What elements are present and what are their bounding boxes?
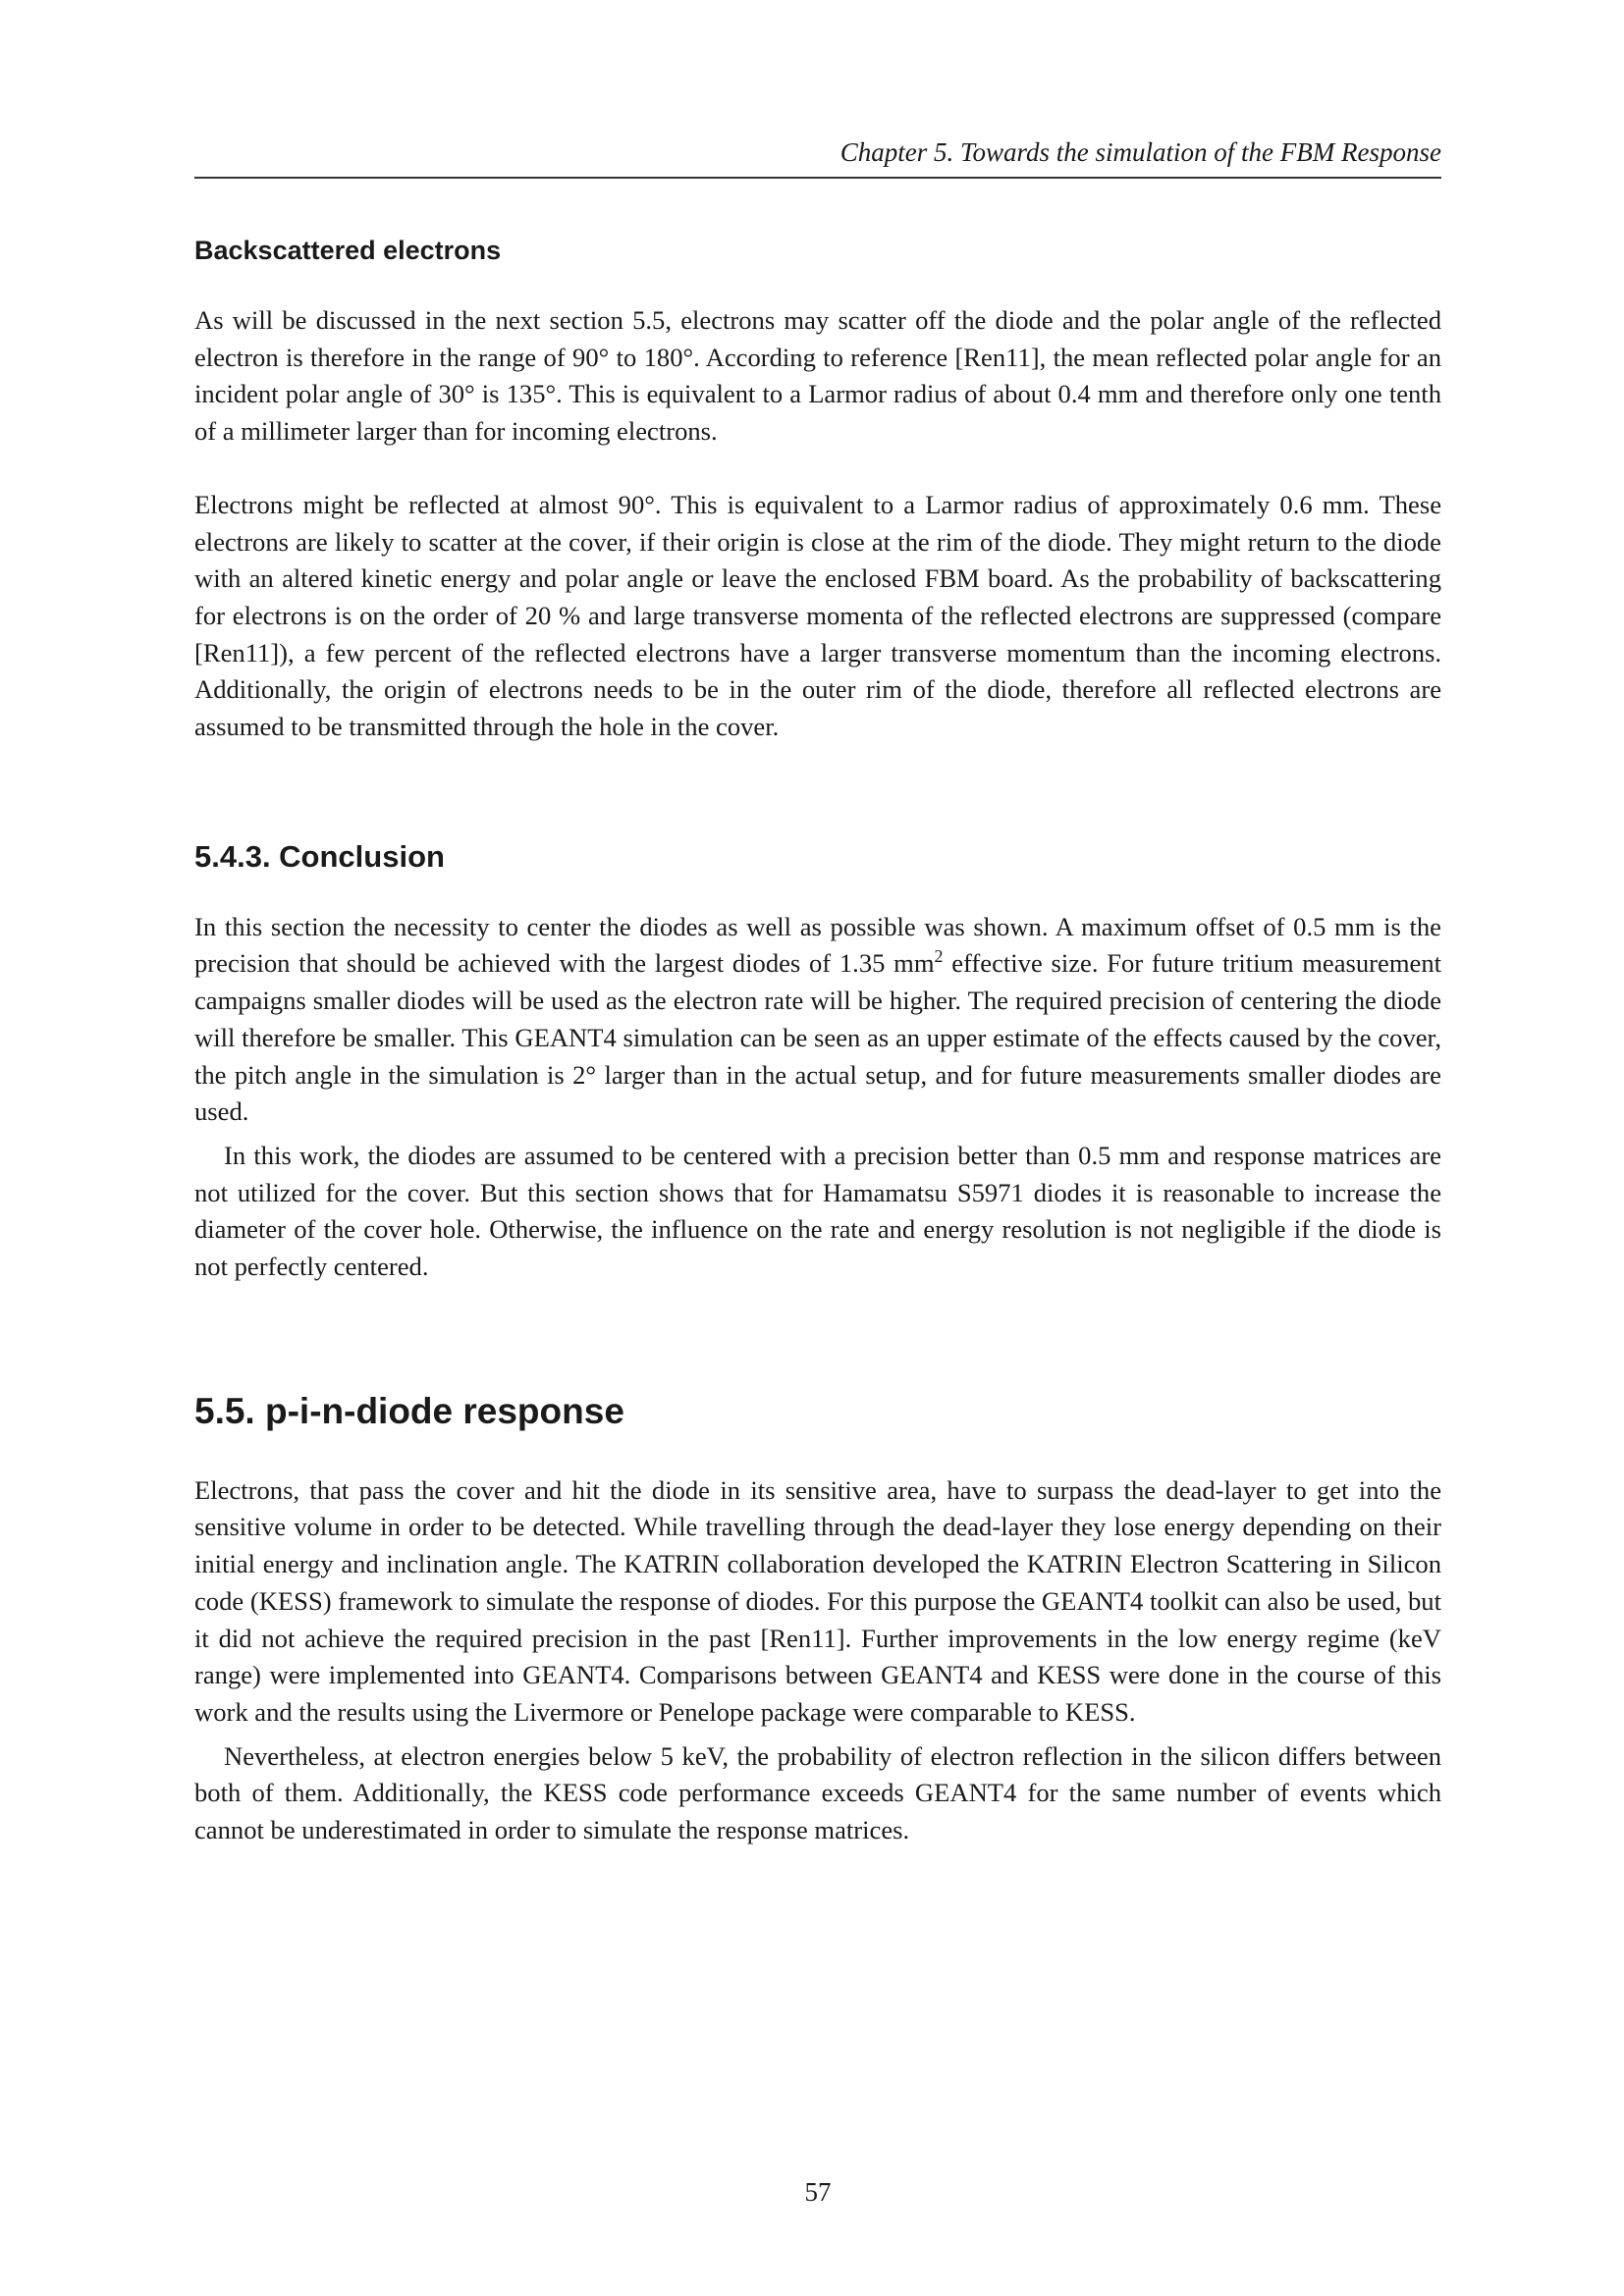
paragraph-backscattered-2: Electrons might be reflected at almost 90°. This is equivalent to a Larmor radius of approximately 0.6 mm. These electrons are likely to scatter at the cover, if their origin is close at the rim of the diode. They might return to the diode with an altered kinetic energy and polar angle or leave the enclosed FBM board. As the probability of backscattering for electrons is on the order of 20 % and large transverse momenta of the reflected electrons are suppressed (compare [Ren11]), a few percent of the reflected electrons have a larger transverse momentum than the incoming electrons. Additionally, the origin of electrons needs to be in the outer rim of the diode, therefore all reflected electrons are assumed to be transmitted through the hole in the cover. xyxy=(194,489,1441,742)
page-content xyxy=(194,234,1441,1849)
heading-conclusion: 5.4.3. Conclusion xyxy=(194,838,445,874)
paragraph-conclusion-1 xyxy=(194,909,1441,1131)
page-number: 57 xyxy=(804,2177,832,2207)
heading-pin-diode-response: 5.5. p-i-n-diode response xyxy=(194,1390,624,1431)
conclusion-1-text-b: effective size. For future tritium measurement campaigns smaller diodes will be used as the electron rate will be higher. The required precision of centering the diode will therefore be smaller. This GEANT4 simulation can be seen as an upper estimate of the effects caused by the cover, the pitch angle in the simulation is 2° larger than in the actual setup, and for future measurements smaller diodes are used. xyxy=(194,948,1441,1127)
paragraph-pin-diode-2: Nevertheless, at electron energies below 5 keV, the probability of electron reflection in the silicon differs between both of them. Additionally, the KESS code performance exceeds GEANT4 for the same number of events which cannot be underestimated in order to simulate the response matrices. xyxy=(194,1740,1441,1845)
document-page xyxy=(194,0,1441,2296)
superscript-two: 2 xyxy=(934,946,944,967)
running-header: Chapter 5. Towards the simulation of the FBM Response xyxy=(839,137,1441,167)
heading-backscattered-electrons: Backscattered electrons xyxy=(194,236,502,265)
conclusion-1-text-a: In this section the necessity to center the diodes as well as possible was shown. A maximum offset of 0.5 mm is the precision that should be achieved with the largest diodes of 1.35 mm xyxy=(194,911,1441,979)
paragraph-pin-diode-1: Electrons, that pass the cover and hit the diode in its sensitive area, have to surpass the dead-layer to get into the sensitive volume in order to be detected. While travelling through the dead-layer they lose energy depending on their initial energy and inclination angle. The KATRIN collaboration developed the KATRIN Electron Scattering in Silicon code (KESS) framework to simulate the response of diodes. For this purpose the GEANT4 toolkit can also be used, but it did not achieve the required precision in the past [Ren11]. Further improvements in the low energy regime (keV range) were implemented into GEANT4. Comparisons between GEANT4 and KESS were done in the course of this work and the results using the Livermore or Penelope package were comparable to KESS. xyxy=(194,1474,1441,1727)
paragraph-backscattered-1: As will be discussed in the next section 5.5, electrons may scatter off the diode and the polar angle of the reflected electron is therefore in the range of 90° to 180°. According to reference [Ren11], the mean reflected polar angle for an incident polar angle of 30° is 135°. This is equivalent to a Larmor radius of about 0.4 mm and therefore only one tenth of a millimeter larger than for incoming electrons. xyxy=(194,305,1441,447)
paragraph-conclusion-2: In this work, the diodes are assumed to be centered with a precision better than 0.5 mm and response matrices are not utilized for the cover. But this section shows that for Hamamatsu S5971 diodes it is reasonable to increase the diameter of the cover hole. Otherwise, the influence on the rate and energy resolution is not negligible if the diode is not perfectly centered. xyxy=(194,1140,1441,1282)
header-rule xyxy=(194,177,1441,179)
